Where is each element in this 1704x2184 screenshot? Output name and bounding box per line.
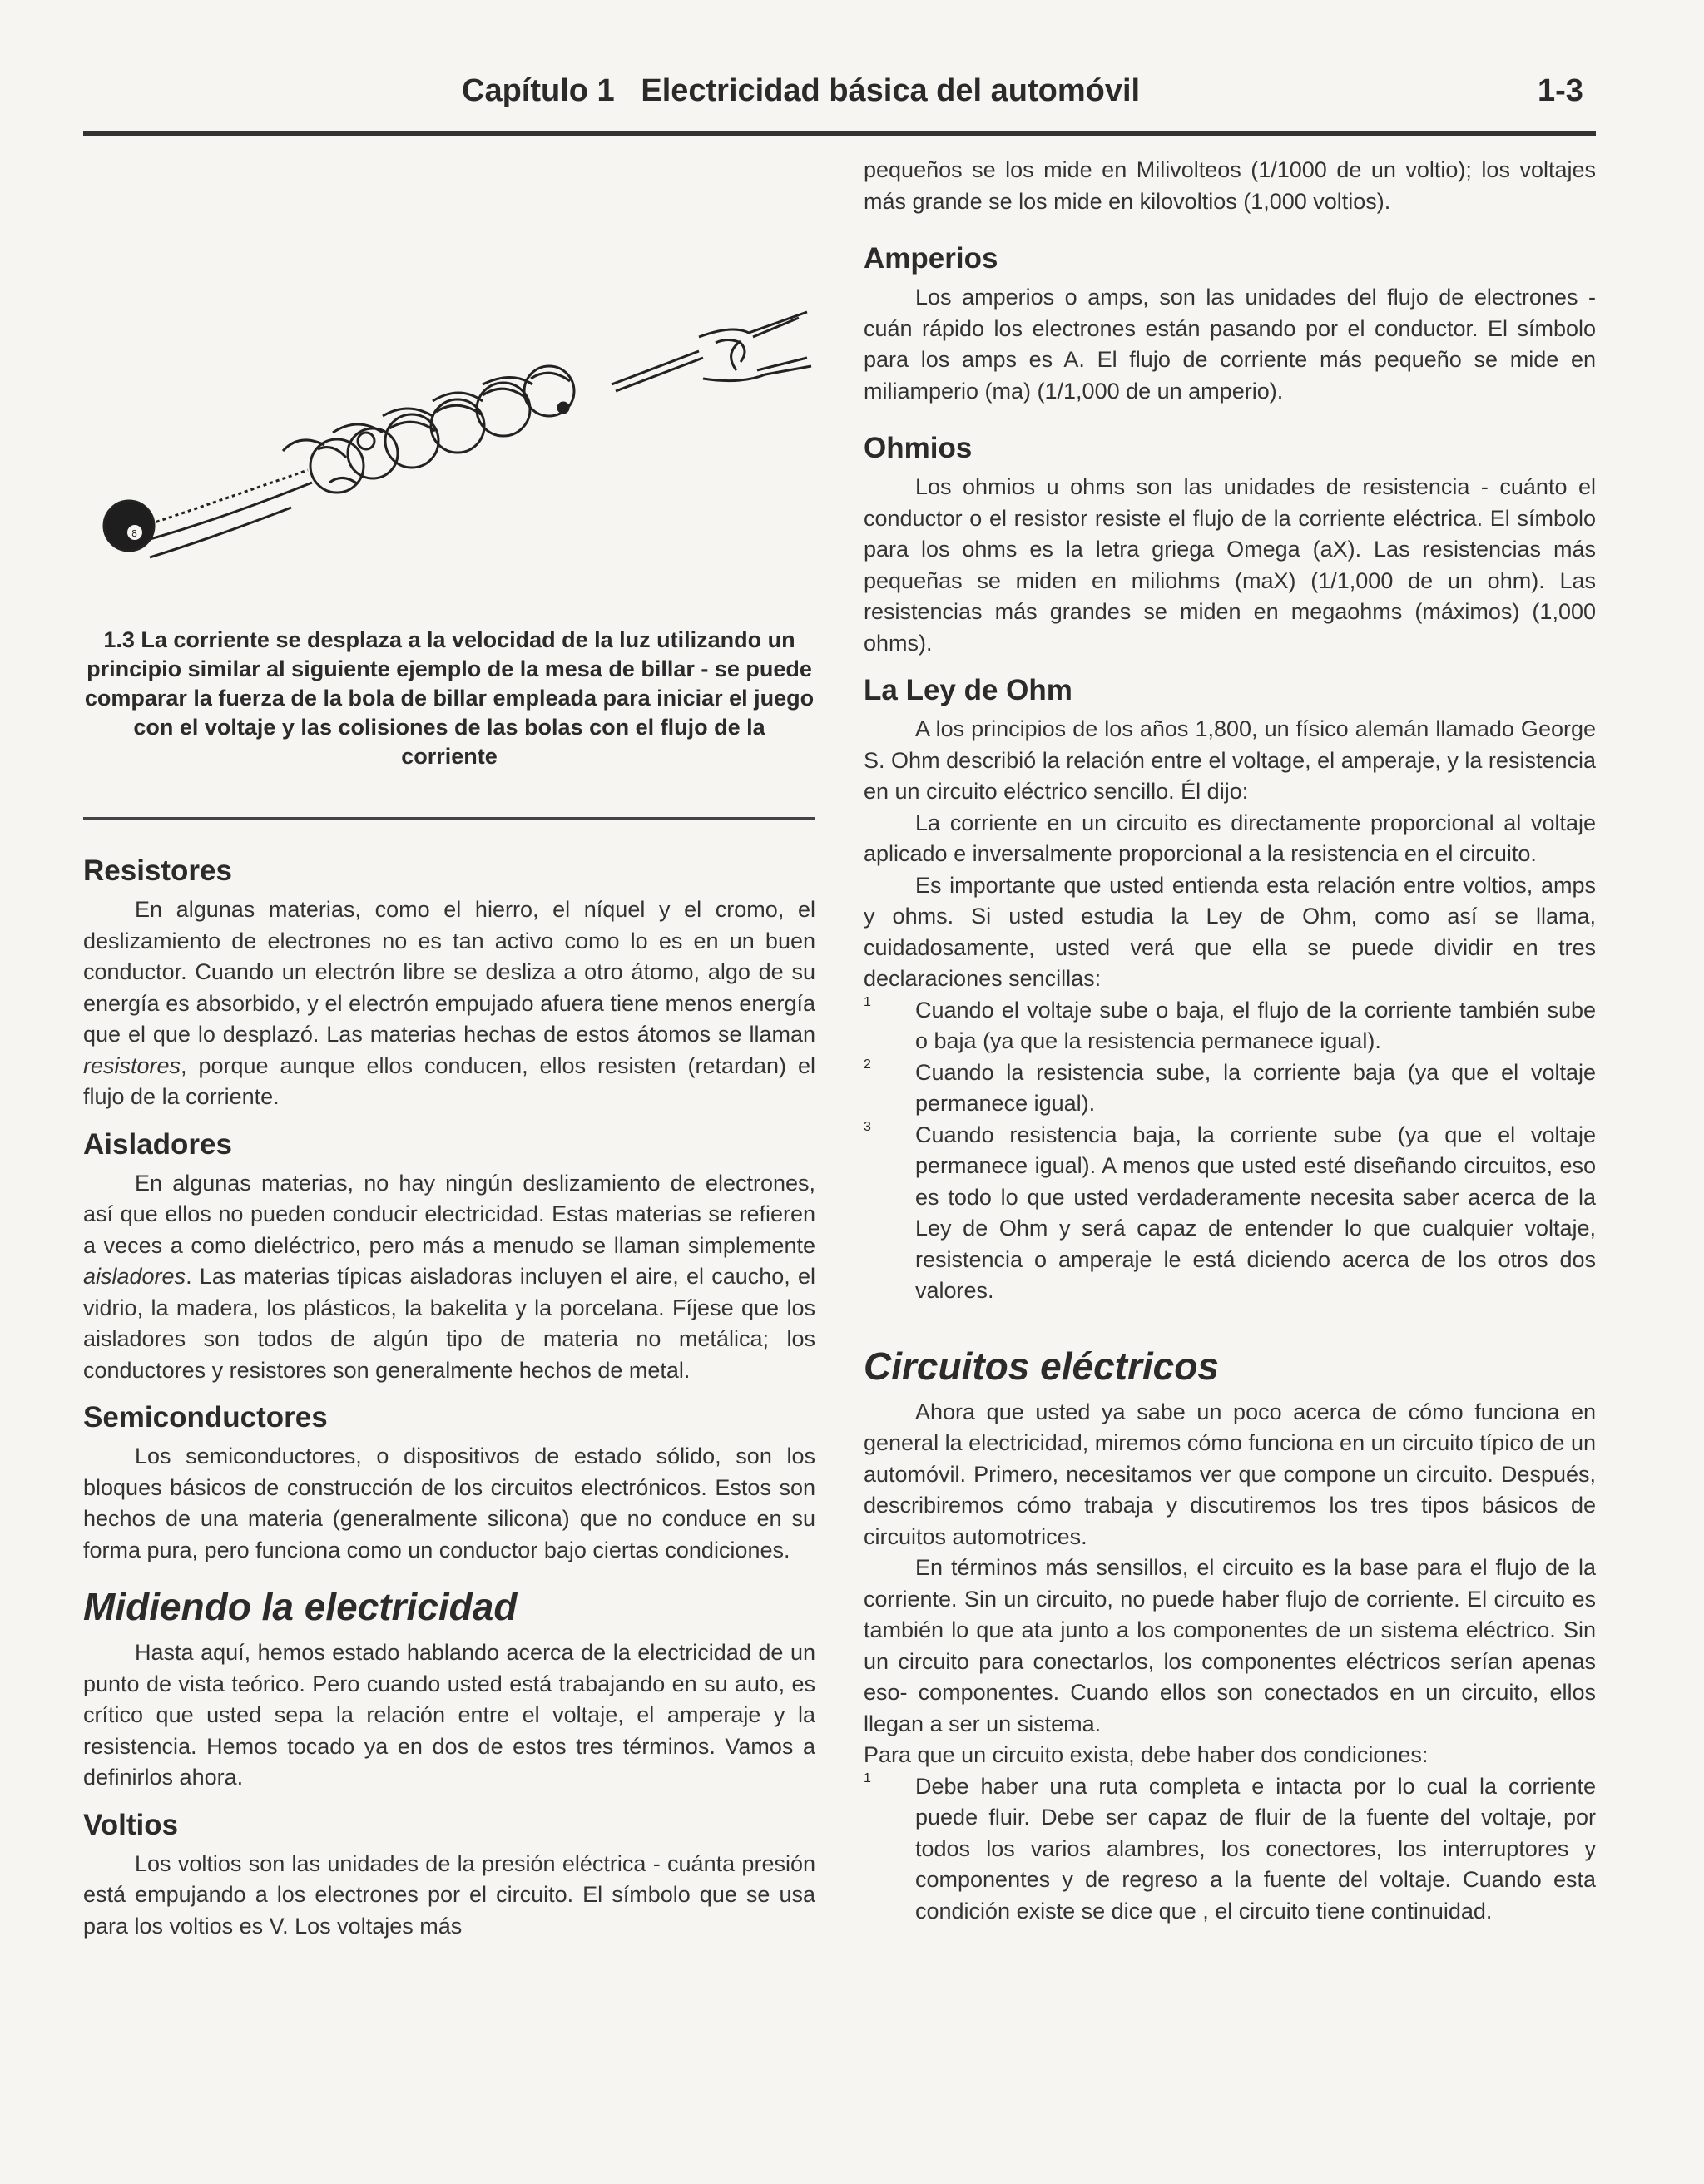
svg-text:8: 8 (131, 528, 137, 539)
paragraph-ley-3: Es importante que usted entienda esta relación entre voltios, amps y ohms. Si usted estudia la Ley de Ohm, como así se llama, cuidadosamente, usted verá que ella se puede dividir en tres declaraciones sencillas: (864, 872, 1596, 991)
chapter-title: Capítulo 1 Electricidad básica del automóvil (462, 73, 1141, 108)
heading-aisladores: Aisladores (83, 1127, 232, 1161)
heading-resistores: Resistores (83, 854, 232, 887)
paragraph-circuitos-2: En términos más sensillos, el circuito es la base para el flujo de la corriente. Sin un circuito, no puede haber flujo de corriente. El circuito es también lo que ata junto a los componentes de un sistema eléctrico. Sin un circuito para conectarlos, los componentes eléctricos serían apenas eso- componentes. Cuando ellos son conectados en un circuito, ellos llegan a ser un sistema. (864, 1555, 1596, 1736)
paragraph-aisladores: En algunas materias, no hay ningún deslizamiento de electrones, así que ellos no pueden conducir electricidad. Estas materias se refieren a veces a como dieléctrico, pero más a menudo se llaman simplemente aisladores. Las materias típicas aisladoras incluyen el aire, el caucho, el vidrio, la madera, los plásticos, la bakelita y la porcelana. Fíjese que los aisladores son todos de algún tipo de materia no metálica; los conductores y resistores son generalmente hechos de metal. (83, 1170, 815, 1383)
paragraph-semiconductores: Los semiconductores, o dispositivos de estado sólido, son los bloques básicos de construcción de los circuitos electrónicos. Estos son hechos de una materia (generalmente silicona) que no conduce en su forma pura, pero funciona como un conductor bajo ciertas condiciones. (83, 1444, 815, 1562)
paragraph-amperios: Los amperios o amps, son las unidades del flujo de electrones - cuán rápido los electrones están pasando por el conductor. El símbolo para los amps es A. El flujo de corriente más pequeño se mide en miliamperio (ma) (1/1,000 de un amperio). (864, 285, 1596, 404)
paragraph-circuitos-3: Para que un circuito exista, debe haber dos condiciones: (864, 1742, 1429, 1767)
paragraph-ley-1: A los principios de los años 1,800, un físico alemán llamado George S. Ohm describió la relación entre el voltage, el amperaje, y la resistencia en un circuito eléctrico sencillo. Él dijo: (864, 716, 1596, 804)
paragraph-resistores: En algunas materias, como el hierro, el níquel y el cromo, el deslizamiento de electrones no es tan activo como lo es en un buen conductor. Cuando un electrón libre se desliza a otro átomo, algo de su energía es absorbido, y el electrón empujado afuera tiene menos energía que el que lo desplazó. Las materias hechas de estos átomos se llaman resistores, porque aunque ellos conducen, ellos resisten (retardan) el flujo de la corriente. (83, 897, 815, 1109)
paragraph-circuitos-1: Ahora que usted ya sabe un poco acerca de cómo funciona en general la electricidad, miremos cómo funciona en un circuito típico de un automóvil. Primero, necesitamos ver que compone un circuito. Después, describiremos cómo trabaja y discutiremos los tres tipos básicos de circuitos automotrices. (864, 1399, 1596, 1549)
billiard-illustration (83, 166, 815, 632)
heading-voltios: Voltios (83, 1808, 179, 1841)
heading-ley-de-ohm: La Ley de Ohm (864, 674, 1072, 706)
ley-list (864, 995, 1596, 1307)
heading-amperios: Amperios (864, 242, 998, 275)
figure-caption: 1.3 La corriente se desplaza a la velocidad de la luz utilizando un principio similar al siguiente ejemplo de la mesa de billar - se puede comparar la fuerza de la bola de billar empleada para iniciar el juego con el voltaje y las colisiones de las bolas con el flujo de la corriente (84, 627, 815, 769)
left-column (83, 166, 815, 1942)
billiard-balls-icon (283, 366, 574, 493)
billiard-cue-hand-icon (612, 312, 811, 391)
paragraph-voltios-cont: pequeños se los mide en Milivolteos (1/1000 de un voltio); los voltajes más grande se los mide en kilovoltios (1,000 voltios). (864, 157, 1596, 214)
paragraph-voltios: Los voltios son las unidades de la presión eléctrica - cuánta presión está empujando a los electrones por el circuito. El símbolo que se usa para los voltios es V. Los voltajes más (83, 1850, 815, 1939)
caption-rule (83, 817, 815, 820)
billiard-figure (83, 166, 815, 632)
list-item: 2 Cuando la resistencia sube, la corriente baja (ya que el voltaje permanece igual). (864, 1057, 1596, 1116)
eight-ball-icon (104, 501, 154, 551)
heading-semiconductores: Semiconductores (83, 1401, 328, 1434)
right-column (864, 155, 1596, 1927)
paragraph-ley-2: La corriente en un circuito es directamente proporcional al voltaje aplicado e inversalmente proporcional a la resistencia en el circuito. (864, 810, 1596, 866)
heading-midiendo: Midiendo la electricidad (83, 1585, 518, 1628)
list-item: 3 Cuando resistencia baja, la corriente sube (ya que el voltaje permanece igual). A menos que usted esté diseñando circuitos, eso es todo lo que usted verdaderamente necesita saber acerca de la Ley de Ohm y será capaz de entender lo que cualquier voltaje, resistencia o amperaje le está diciendo acerca de los otros dos valores. (864, 1119, 1596, 1303)
heading-ohmios: Ohmios (864, 432, 973, 464)
heading-circuitos: Circuitos eléctricos (864, 1344, 1219, 1388)
list-item: 1 Cuando el voltaje sube o baja, el flujo de la corriente también sube o baja (ya que la resistencia permanece igual). (864, 994, 1596, 1053)
list-item: 1 Debe haber una ruta completa e intacta por lo cual la corriente puede fluir. Debe ser capaz de fluir de la fuente del voltaje, por todos los varios alambres, los conectores, los interruptores y componentes y de regreso a la fuente del voltaje. Cuando esta condición existe se dice que , el circuito tiene continuidad. (864, 1770, 1596, 1924)
paragraph-ohmios: Los ohmios u ohms son las unidades de resistencia - cuánto el conductor o el resistor resiste el flujo de la corriente eléctrica. El símbolo para los ohms es la letra griega Omega (aX). Las resistencias más pequeñas se miden en miliohms (maX) (1/1,000 de un ohm). Las resistencias más grandes se miden en megaohms (máximos) (1,000 ohms). (864, 474, 1596, 656)
page-number: 1-3 (1538, 73, 1583, 108)
page-header (0, 73, 1704, 123)
paragraph-midiendo: Hasta aquí, hemos estado hablando acerca de la electricidad de un punto de vista teórico. Pero cuando usted está trabajando en su auto, es crítico que usted sepa la relación entre el voltaje, el amperaje y la resistencia. Hemos tocado ya en dos de estos tres términos. Vamos a definirlos ahora. (83, 1640, 815, 1790)
header-rule (83, 131, 1596, 136)
